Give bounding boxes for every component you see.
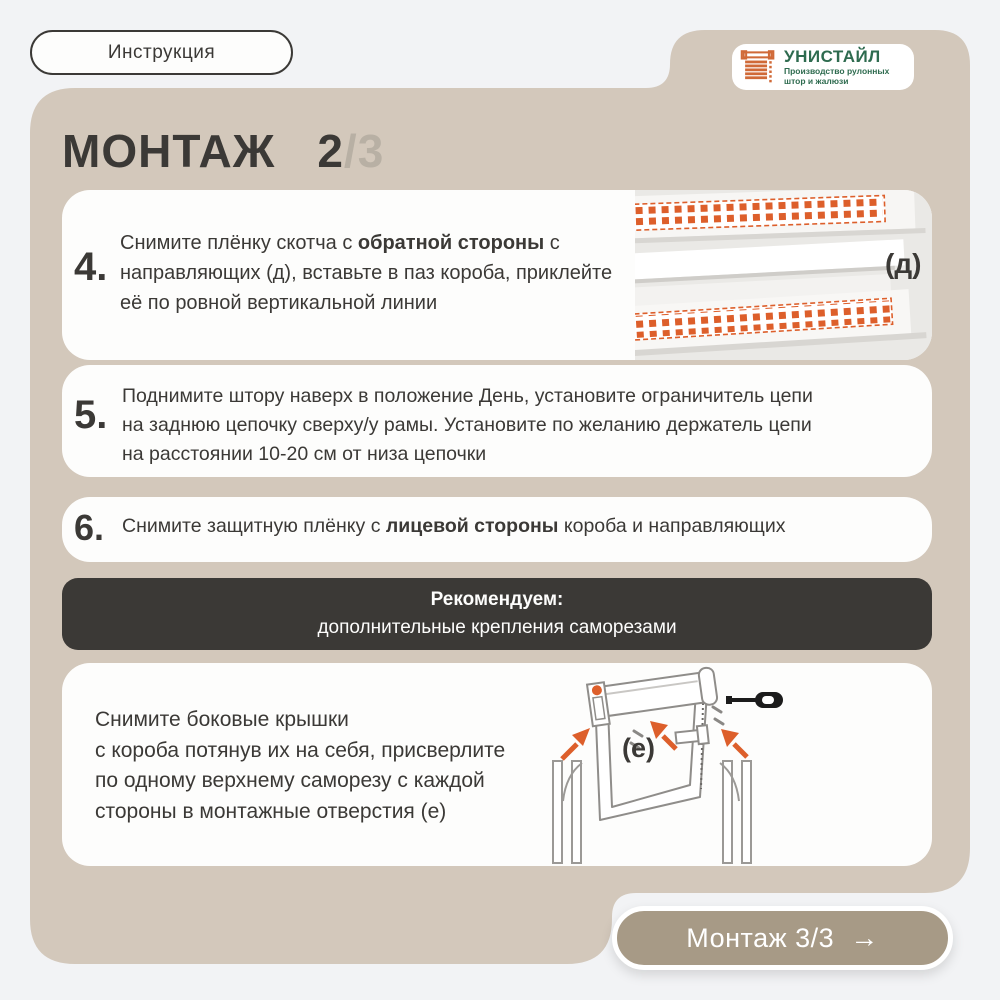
step-4-text <box>120 228 635 318</box>
step-4-number: 4. <box>74 245 108 289</box>
blinds-logo-icon <box>740 48 778 86</box>
step-6-text-suffix: короба и направляющих <box>558 515 786 537</box>
title-text: МОНТАЖ <box>62 125 276 177</box>
step-5-line-2: на заднюю цепочку сверху/у рамы. Установите по желанию держатель цепи <box>122 414 812 436</box>
step-4-text-suffix: с направляющих (д), вставьте в паз короба, приклейте её по ровной вертикальной линии <box>120 232 613 314</box>
next-page-label: Монтаж 3/3 <box>686 922 835 953</box>
arrow-right-icon: → <box>850 922 879 953</box>
final-step-line-2: с короба потянув их на себя, присверлите <box>95 738 506 762</box>
next-page-button[interactable] <box>612 906 953 970</box>
logo-subtitle-line1: Производство рулонных <box>784 65 890 76</box>
step-4-image-label: (д) <box>885 248 922 279</box>
step-6-text-bold: лицевой стороны <box>385 515 559 537</box>
instruction-badge[interactable] <box>30 30 293 75</box>
step-5-line-3: на расстоянии 10-20 см от низа цепочки <box>122 443 487 465</box>
step-6-text-prefix: Снимите защитную плёнку с <box>122 515 386 537</box>
logo <box>732 44 914 90</box>
instruction-badge-label: Инструкция <box>107 41 216 63</box>
final-step-text <box>95 705 505 827</box>
step-6-text <box>122 515 912 538</box>
title-page-current: 2 <box>317 125 344 177</box>
recommendation-text: дополнительные крепления саморезами <box>317 617 677 638</box>
step-5-line-1: Поднимите штору наверх в положение День, установите ограничитель цепи <box>122 385 813 407</box>
final-step-line-3: по одному верхнему саморезу с каждой <box>95 769 485 792</box>
final-step-line-1: Снимите боковые крышки <box>95 708 349 731</box>
step-5-number: 5. <box>74 393 108 437</box>
step-6-card <box>62 497 932 562</box>
logo-name: УНИСТАЙЛ <box>784 46 881 66</box>
recommendation-banner <box>62 578 932 650</box>
rails-tape-photo <box>635 190 932 360</box>
logo-subtitle-line2: штор и жалюзи <box>784 75 849 86</box>
step-4-text-prefix: Снимите плёнку скотча с <box>120 232 358 254</box>
title-page-total: /3 <box>343 125 385 177</box>
diagram-label-e: (e) <box>622 733 655 763</box>
step-4-card <box>62 190 932 360</box>
final-step-card <box>62 663 932 866</box>
mounting-diagram <box>550 665 790 865</box>
step-5-text <box>122 382 912 469</box>
recommendation-title: Рекомендуем: <box>430 589 564 610</box>
step-5-card <box>62 365 932 477</box>
step-6-number: 6. <box>74 507 105 548</box>
screwdriver-icon <box>726 692 783 708</box>
final-step-line-4: стороны в монтажные отверстия (е) <box>95 799 447 823</box>
step-4-text-bold: обратной стороны <box>357 232 545 254</box>
page-title <box>62 124 384 178</box>
